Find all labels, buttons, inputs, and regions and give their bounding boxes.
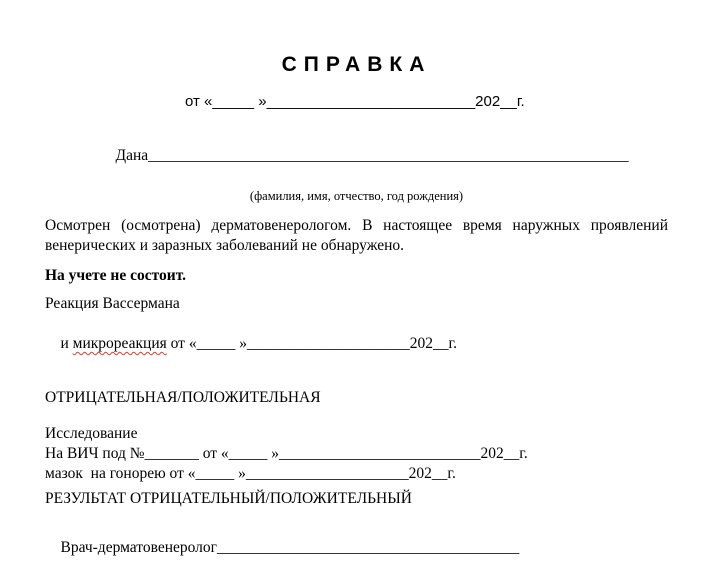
gonorrhea-smear-line: мазок на гонорею от «_____ »_____________________202__г. xyxy=(45,465,456,482)
tests-result: РЕЗУЛЬТАТ ОТРИЦАТЕЛЬНЫЙ/ПОЛОЖИТЕЛЬНЫЙ xyxy=(45,490,412,507)
issued-to-blank: ______________________________________________________________ xyxy=(148,147,629,164)
document-title: СПРАВКА xyxy=(281,53,432,76)
microreaction-line xyxy=(45,314,668,374)
issued-to-line xyxy=(100,126,668,186)
registry-status: На учете не состоит. xyxy=(45,267,187,284)
microreaction-prefix: и xyxy=(60,335,73,352)
issued-to-label: Дана xyxy=(115,147,149,164)
misspelled-word: микрореакция xyxy=(72,335,167,352)
doctor-label: Врач-дерматовенеролог xyxy=(60,539,218,556)
doctor-signature-blank: _______________________________________ xyxy=(217,539,520,556)
tests-heading: Исследование xyxy=(45,425,138,442)
name-hint: (фамилия, имя, отчество, год рождения) xyxy=(249,189,464,203)
examination-paragraph-line2: венерических и заразных заболеваний не обнаружено. xyxy=(45,237,405,254)
issue-date-line: от «_____ »_________________________202__г. xyxy=(185,93,525,110)
microreaction-date-blank: от «_____ »_____________________202__г. xyxy=(166,335,457,352)
examination-paragraph xyxy=(45,216,668,256)
hiv-test-line: На ВИЧ под №_______ от «_____ »__________________________202__г. xyxy=(45,445,528,462)
wasserman-result: ОТРИЦАТЕЛЬНАЯ/ПОЛОЖИТЕЛЬНАЯ xyxy=(45,389,321,406)
wasserman-reaction-line: Реакция Вассермана xyxy=(45,295,180,312)
examination-paragraph-line1: Осмотрен (осмотрена) дерматовенерологом. В настоящее время наружных проявлений xyxy=(45,217,668,234)
doctor-signature-line xyxy=(45,518,668,578)
